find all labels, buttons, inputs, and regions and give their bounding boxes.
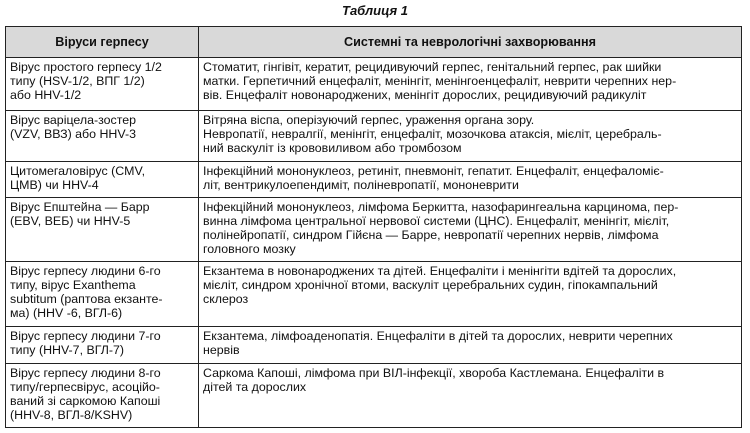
disease-line: полінейропатії, синдром Гійєна — Барре, невропатії черепних нервів, лімфома	[203, 228, 659, 242]
disease-cell	[199, 262, 742, 327]
virus-line: Вірус герпесу людини 8-го	[10, 366, 161, 380]
disease-cell	[199, 111, 742, 162]
virus-line: ма) (HHV -6, ВГЛ-6)	[10, 306, 123, 320]
disease-line: головного мозку	[203, 242, 296, 256]
disease-line: Інфекційний мононуклеоз, ретиніт, пневмоніт, гепатит. Енцефаліт, енцефаломіє-	[203, 164, 664, 178]
virus-line: Вірус герпесу людини 6-го	[10, 264, 161, 278]
table-caption: Таблиця 1	[342, 3, 408, 18]
virus-cell	[6, 162, 199, 198]
virus-cell	[6, 327, 199, 364]
virus-line: Вірус варіцела-зостер	[10, 113, 137, 127]
virus-cell	[6, 58, 199, 111]
disease-line: Інфекційний мононуклеоз, лімфома Беркитта, назофарингеальна карцинома, пер-	[203, 200, 679, 214]
disease-line: Вітряна віспа, оперізуючий герпес, ураження органа зору.	[203, 113, 535, 127]
virus-line: типу (HHV-7, ВГЛ-7)	[10, 343, 125, 357]
virus-line: Вірус герпесу людини 7-го	[10, 329, 161, 343]
disease-line: винна лімфома центральної нервової системи (ЦНС). Енцефаліт, менінгіт, мієліт,	[203, 214, 670, 228]
table-row	[6, 364, 742, 428]
herpes-virus-table	[5, 26, 742, 428]
virus-line: subtitum (раптова екзанте-	[10, 292, 163, 306]
table-row	[6, 58, 742, 111]
disease-line: Невропатії, невралгії, менінгіт, енцефаліт, мозочкова атаксія, мієліт, церебраль-	[203, 127, 662, 141]
virus-line: Вірус простого герпесу 1/2	[10, 60, 162, 74]
virus-line: ЦМВ) чи HHV-4	[10, 178, 99, 192]
virus-line: (HHV-8, ВГЛ-8/KSHV)	[10, 408, 133, 422]
disease-cell	[199, 327, 742, 364]
table-row	[6, 198, 742, 262]
disease-cell	[199, 198, 742, 262]
virus-line: типу, вірус Exanthema	[10, 278, 136, 292]
virus-cell	[6, 198, 199, 262]
virus-line: ваний зі саркомою Капоші	[10, 394, 161, 408]
disease-line: Екзантема в новонароджених та дітей. Енцефаліти і менінгіти вдітей та дорослих,	[203, 264, 677, 278]
virus-cell	[6, 364, 199, 428]
disease-line: склероз	[203, 292, 249, 306]
disease-line: Екзантема, лімфоаденопатія. Енцефаліти в дітей та дорослих, неврити черепних	[203, 329, 673, 343]
virus-line: типу/герпесвірус, асоційо-	[10, 380, 160, 394]
virus-line: Цитомегаловірус (CMV,	[10, 164, 146, 178]
disease-line: ний васкуліт із крововиливом або тромбозом	[203, 141, 462, 155]
virus-cell	[6, 262, 199, 327]
table-row	[6, 111, 742, 162]
virus-line: типу (HSV-1/2, ВПГ 1/2)	[10, 74, 145, 88]
disease-line: нервів	[203, 343, 240, 357]
virus-line: (EBV, ВЕБ) чи HHV-5	[10, 214, 131, 228]
table-row	[6, 162, 742, 198]
table-header-row	[6, 27, 742, 58]
disease-line: Стоматит, гінгівіт, кератит, рецидивуючий герпес, генітальний герпес, рак шийки	[203, 60, 662, 74]
virus-line: (VZV, ВВЗ) або HHV-3	[10, 127, 136, 141]
virus-cell	[6, 111, 199, 162]
disease-cell	[199, 364, 742, 428]
header-diseases: Системні та неврологічні захворювання	[199, 27, 742, 58]
disease-line: мієліт, синдром хронічної втоми, васкуліт церебральних судин, гіпокампальний	[203, 278, 658, 292]
disease-line: дітей та дорослих	[203, 380, 307, 394]
disease-line: матки. Герпетичний енцефаліт, менінгіт, менінгоенцефаліт, неврити черепних нер-	[203, 74, 677, 88]
virus-line: або HHV-1/2	[10, 88, 82, 102]
table-row	[6, 327, 742, 364]
table-row	[6, 262, 742, 327]
header-virus: Віруси герпесу	[6, 27, 199, 58]
disease-cell	[199, 58, 742, 111]
virus-line: Вірус Епштейна — Барр	[10, 200, 150, 214]
disease-cell	[199, 162, 742, 198]
disease-line: літ, вентрикулоепендиміт, поліневропатії, мононеврити	[203, 178, 519, 192]
disease-line: Саркома Капоші, лімфома при ВІЛ-інфекції, хвороба Кастлемана. Енцефаліти в	[203, 366, 665, 380]
disease-line: вів. Енцефаліт новонароджених, менінгіт дорослих, рецидивуючий радикуліт	[203, 88, 647, 102]
